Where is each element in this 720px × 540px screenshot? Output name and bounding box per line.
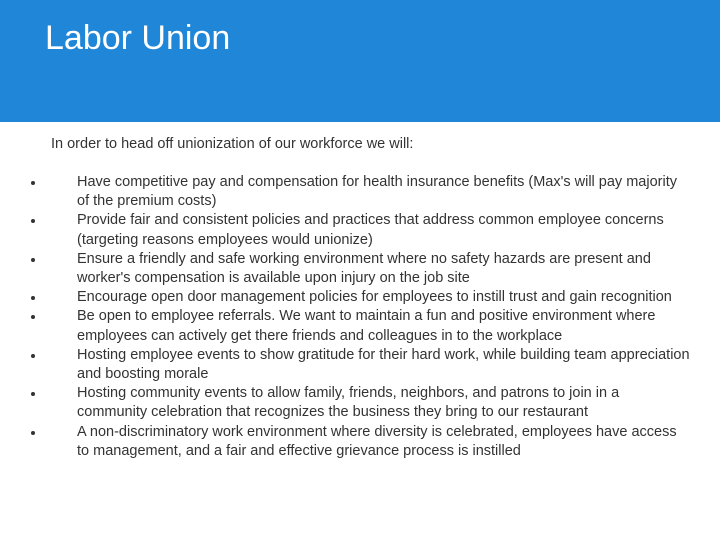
bullet-dot-icon [31, 315, 35, 319]
bullet-dot-icon [31, 354, 35, 358]
bullet-list [31, 173, 691, 461]
bullet-text: Hosting community events to allow family, friends, neighbors, and patrons to join in a community celebration that recognizes the business they bring to our restaurant [77, 385, 620, 421]
list-item [31, 346, 691, 384]
intro-text: In order to head off unionization of our workforce we will: [51, 136, 414, 152]
bullet-text: A non-discriminatory work environment where diversity is celebrated, employees have access to management, and a fair and effective grievance process is instilled [77, 423, 677, 459]
title-banner [0, 0, 720, 122]
bullet-dot-icon [31, 431, 35, 435]
list-item [31, 384, 691, 422]
list-item [31, 307, 691, 345]
slide-title: Labor Union [45, 19, 231, 57]
list-item [31, 250, 691, 288]
bullet-text: Hosting employee events to show gratitude for their hard work, while building team appreciation and boosting morale [77, 346, 690, 383]
bullet-text: Have competitive pay and compensation for health insurance benefits (Max's will pay majority of the premium costs) [77, 174, 677, 210]
list-item [31, 173, 691, 211]
bullet-text: Ensure a friendly and safe working environment where no safety hazards are present and worker's compensation is available upon injury on the job site [77, 250, 651, 287]
bullet-text: Be open to employee referrals. We want to maintain a fun and positive environment where employees can actively get there friends and colleagues in to the workplace [77, 308, 656, 344]
bullet-dot-icon [31, 392, 35, 396]
list-item [31, 288, 691, 307]
bullet-dot-icon [31, 181, 35, 185]
bullet-dot-icon [31, 296, 35, 300]
bullet-dot-icon [31, 258, 35, 262]
bullet-text: Provide fair and consistent policies and practices that address common employee concerns (targeting reasons employees would unionize) [77, 212, 664, 248]
bullet-text: Encourage open door management policies for employees to instill trust and gain recognition [77, 289, 672, 306]
bullet-dot-icon [31, 219, 35, 223]
list-item [31, 211, 691, 249]
list-item [31, 423, 691, 461]
